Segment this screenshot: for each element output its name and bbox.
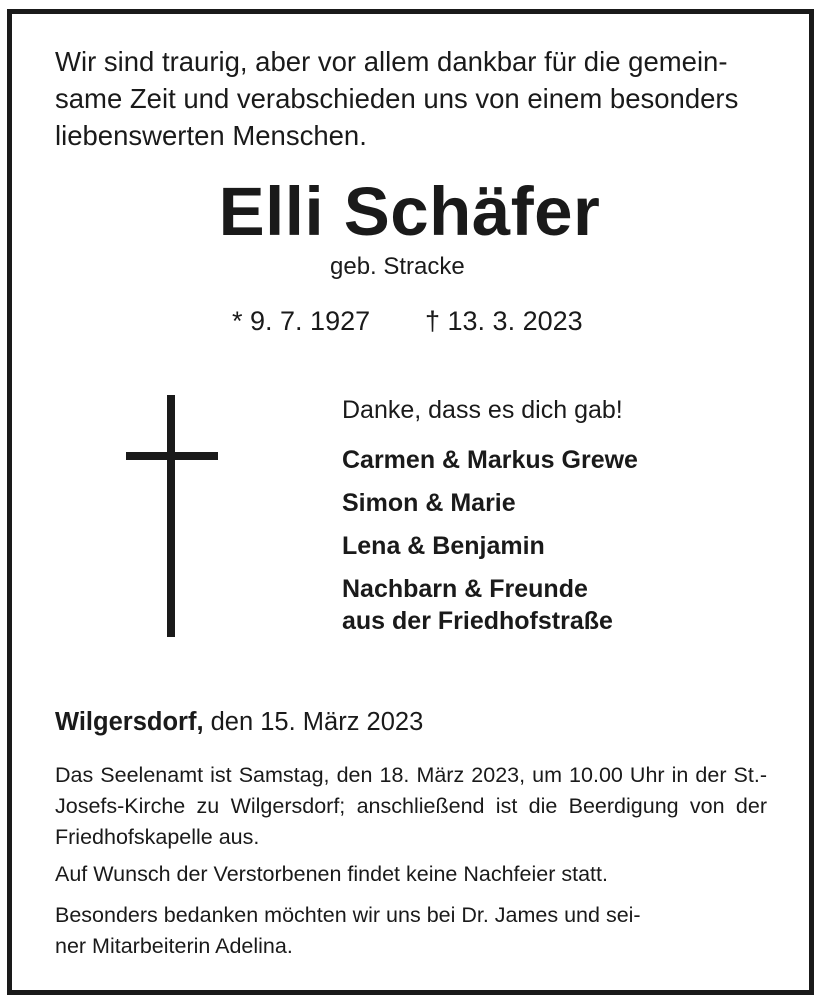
- mourner-group-line: aus der Friedhofstraße: [342, 607, 613, 635]
- dateline-date: den 15. März 2023: [203, 708, 424, 736]
- thanks-line: Danke, dass es dich gab!: [342, 396, 623, 424]
- cross-horizontal-bar: [126, 452, 218, 460]
- mourners-list: [342, 444, 782, 637]
- mourner-name: Simon & Marie: [342, 489, 516, 517]
- birth-date: * 9. 7. 1927: [232, 306, 371, 336]
- no-reception-note: Auf Wunsch der Verstorbenen findet keine Nachfeier statt.: [55, 862, 608, 886]
- intro-text: Wir sind traurig, aber vor allem dankbar für die gemein- same Zeit und verabschieden uns von einem besonders liebenswerten Menschen.: [55, 46, 739, 151]
- death-date: † 13. 3. 2023: [425, 306, 583, 336]
- maiden-name: geb. Stracke: [330, 253, 465, 280]
- dateline-place: Wilgersdorf,: [55, 708, 204, 736]
- cross-vertical-bar: [167, 395, 175, 637]
- dateline: [55, 705, 423, 739]
- mourner-name: Carmen & Markus Grewe: [342, 446, 638, 474]
- mourner-group: [342, 573, 782, 637]
- deceased-name: Elli Schäfer: [218, 173, 601, 250]
- mourner-name: Lena & Benjamin: [342, 532, 545, 560]
- special-thanks: Besonders bedanken möchten wir uns bei Dr. James und sei- ner Mitarbeiterin Adelina.: [55, 903, 641, 958]
- mourner-group-line: Nachbarn & Freunde: [342, 575, 588, 603]
- service-info: Das Seelenamt ist Samstag, den 18. März 2023, um 10.00 Uhr in der St.-Josefs-Kirche zu Wilgersdorf; anschließend ist die Beerdigung von der Friedhofskapelle aus.: [55, 763, 767, 849]
